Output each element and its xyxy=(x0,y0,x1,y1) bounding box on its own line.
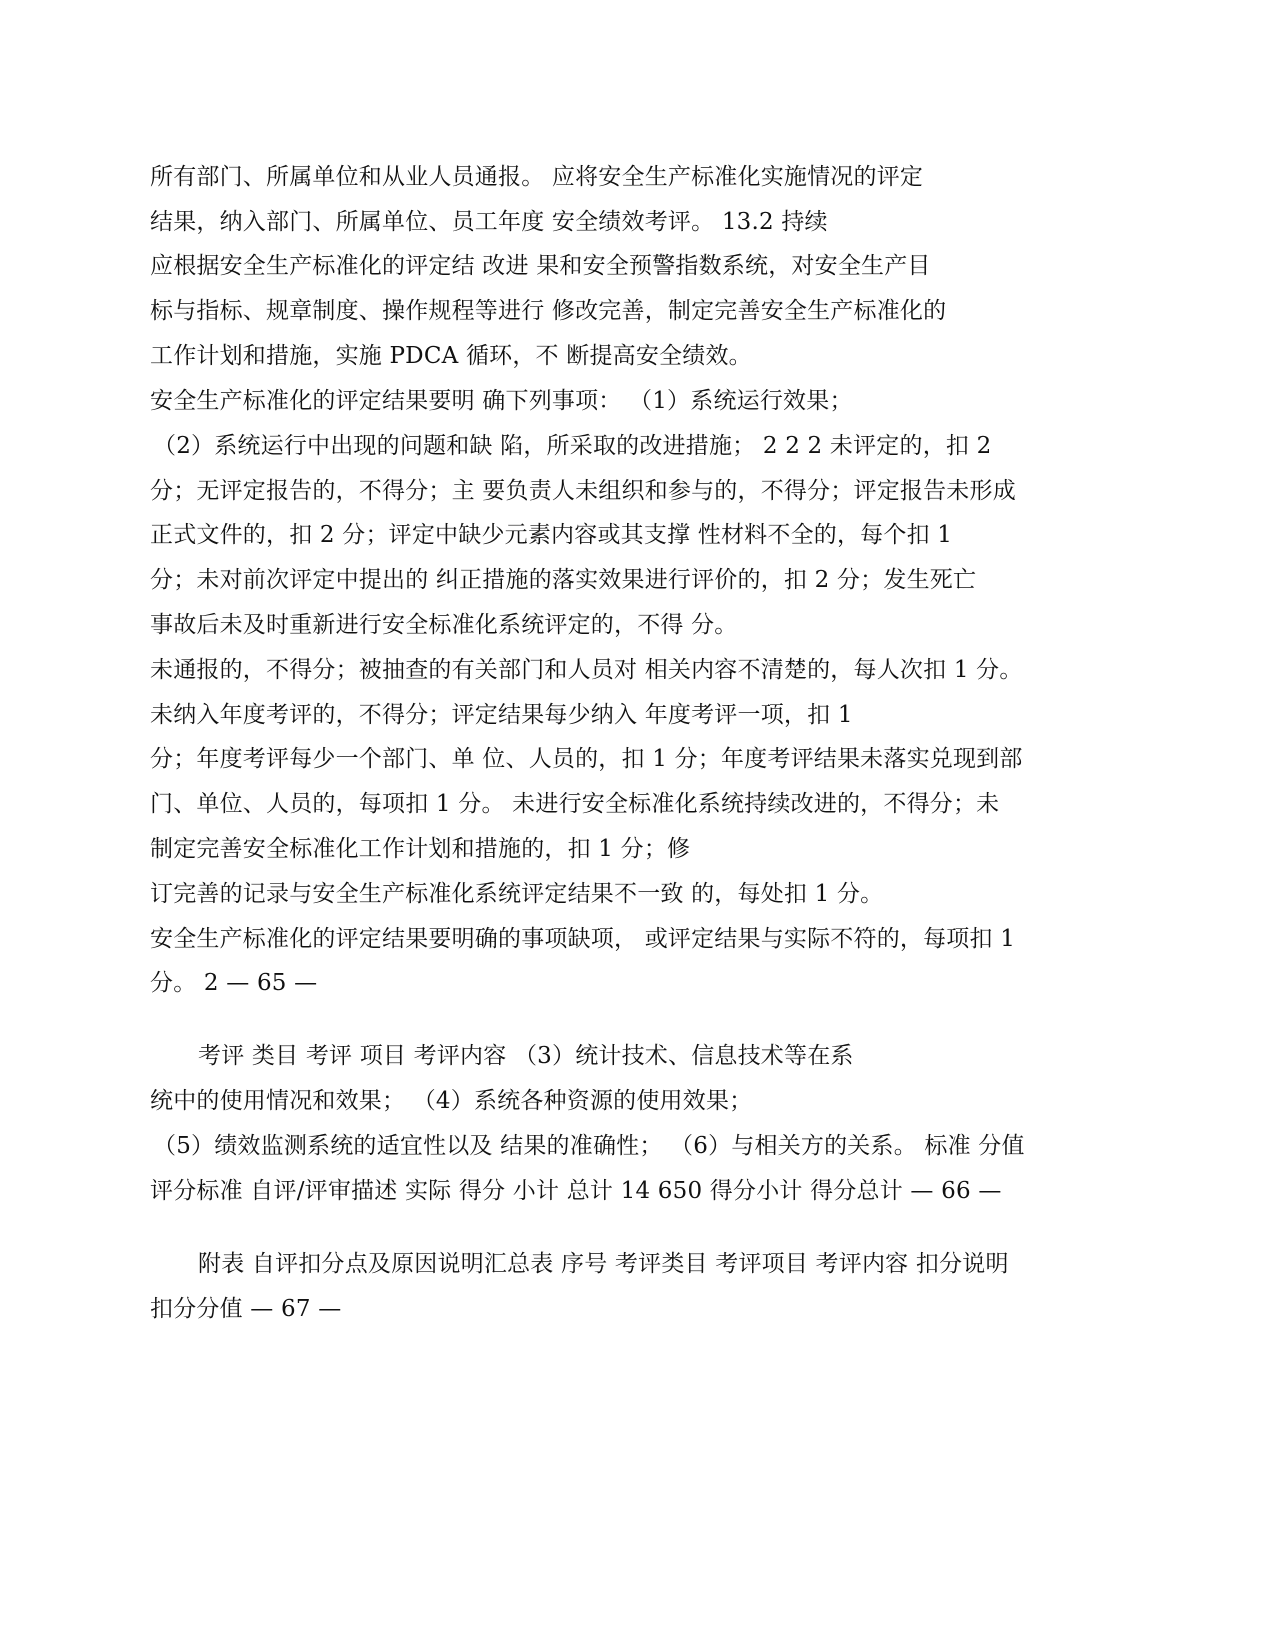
text-line: 分；年度考评每少一个部门、单 位、人员的，扣 1 分；年度考评结果未落实兑现到部 xyxy=(150,746,1023,772)
text-line: （5）绩效监测系统的适宜性以及 结果的准确性； （6）与相关方的关系。 标准 分值 xyxy=(153,1133,1025,1159)
text-line: 订完善的记录与安全生产标准化系统评定结果不一致 的，每处扣 1 分。 xyxy=(150,881,884,907)
text-line: 分；无评定报告的，不得分；主 要负责人未组织和参与的，不得分；评定报告未形成 xyxy=(150,478,1016,504)
text-line: 附表 自评扣分点及原因说明汇总表 序号 考评类目 考评项目 考评内容 扣分说明 xyxy=(198,1251,1009,1277)
text-line: 应根据安全生产标准化的评定结 改进 果和安全预警指数系统，对安全生产目 xyxy=(150,253,931,279)
text-line: （2）系统运行中出现的问题和缺 陷，所采取的改进措施； 2 2 2 未评定的，扣 2 xyxy=(153,433,992,459)
page-footer: 分。 2 — 65 — xyxy=(150,970,318,996)
text-line: 门、单位、人员的，每项扣 1 分。 未进行安全标准化系统持续改进的，不得分；未 xyxy=(150,791,1000,817)
text-line: 未通报的，不得分；被抽查的有关部门和人员对 相关内容不清楚的，每人次扣 1 分。 xyxy=(150,657,1023,683)
page-footer: 扣分分值 — 67 — xyxy=(150,1296,342,1322)
text-line: 正式文件的，扣 2 分；评定中缺少元素内容或其支撑 性材料不全的，每个扣 1 xyxy=(150,522,953,548)
text-line: 未纳入年度考评的，不得分；评定结果每少纳入 年度考评一项，扣 1 xyxy=(150,702,853,728)
text-line: 安全生产标准化的评定结果要明 确下列事项： （1）系统运行效果； xyxy=(150,388,853,414)
text-line: 工作计划和措施，实施 PDCA 循环，不 断提高安全绩效。 xyxy=(150,343,752,369)
text-line: 评分标准 自评/评审描述 实际 得分 小计 总计 14 650 得分小计 得分总计 — 66 — xyxy=(150,1178,1002,1204)
text-line: 结果，纳入部门、所属单位、员工年度 安全绩效考评。 13.2 持续 xyxy=(150,209,828,235)
text-line: 考评 类目 考评 项目 考评内容 （3）统计技术、信息技术等在系 xyxy=(198,1043,854,1069)
text-line: 制定完善安全标准化工作计划和措施的，扣 1 分；修 xyxy=(150,836,691,862)
text-line: 标与指标、规章制度、操作规程等进行 修改完善，制定完善安全生产标准化的 xyxy=(150,298,947,324)
text-line: 统中的使用情况和效果； （4）系统各种资源的使用效果； xyxy=(150,1088,753,1114)
text-line: 分；未对前次评定中提出的 纠正措施的落实效果进行评价的，扣 2 分；发生死亡 xyxy=(150,567,977,593)
text-line: 安全生产标准化的评定结果要明确的事项缺项， 或评定结果与实际不符的，每项扣 1 xyxy=(150,926,1016,952)
text-line: 所有部门、所属单位和从业人员通报。 应将安全生产标准化实施情况的评定 xyxy=(150,164,924,190)
text-line: 事故后未及时重新进行安全标准化系统评定的，不得 分。 xyxy=(150,612,738,638)
